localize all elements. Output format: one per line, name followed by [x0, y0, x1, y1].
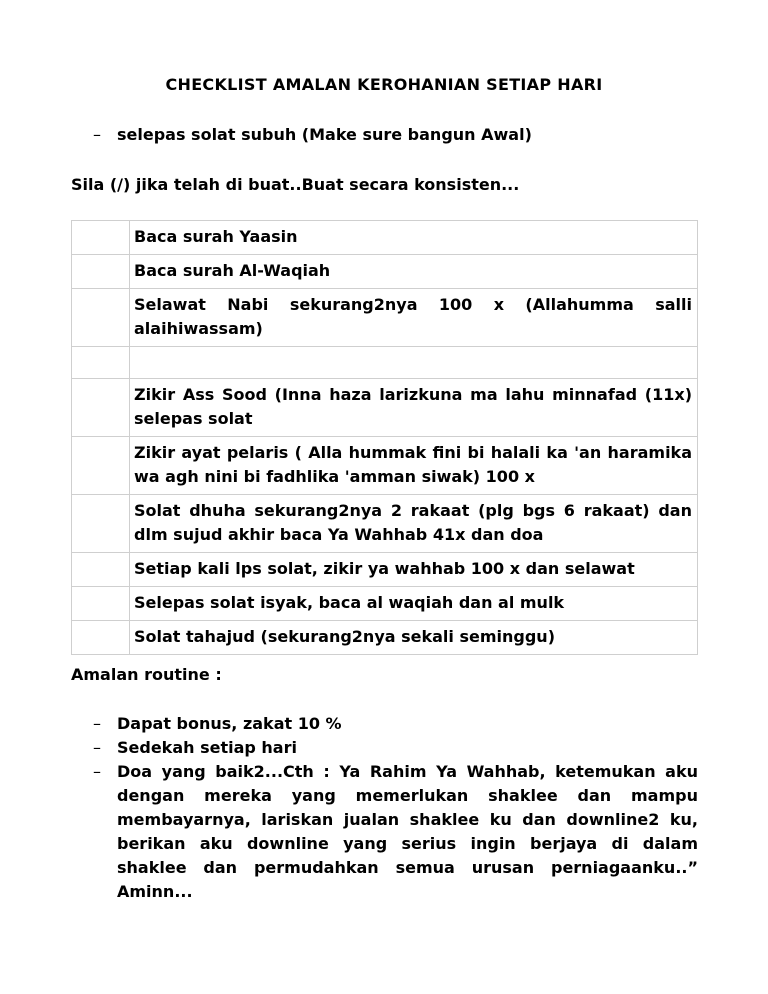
checklist-row: [72, 221, 698, 255]
instruction-text: Sila (/) jika telah di buat..Buat secara konsisten...: [71, 175, 520, 194]
checklist-row: [72, 437, 698, 495]
list-dash: –: [93, 738, 101, 757]
check-cell[interactable]: [72, 437, 130, 495]
task-cell: Zikir ayat pelaris ( Alla hummak fini bi halali ka 'an haramika wa agh nini bi fadhlika 'amman siwak) 100 x: [130, 437, 698, 495]
check-cell[interactable]: [72, 379, 130, 437]
task-cell: Selepas solat isyak, baca al waqiah dan al mulk: [130, 587, 698, 621]
list-item: [93, 736, 698, 760]
check-cell[interactable]: [72, 621, 130, 655]
list-item-text: Dapat bonus, zakat 10 %: [117, 714, 342, 733]
task-cell: Setiap kali lps solat, zikir ya wahhab 100 x dan selawat: [130, 553, 698, 587]
list-item: [93, 712, 698, 736]
subheading-text: selepas solat subuh (Make sure bangun Awal): [117, 125, 532, 144]
check-cell[interactable]: [72, 553, 130, 587]
checklist-row: [72, 621, 698, 655]
subheading-dash: –: [93, 125, 101, 144]
check-cell[interactable]: [72, 587, 130, 621]
checklist-row: [72, 255, 698, 289]
list-item-text: Doa yang baik2...Cth : Ya Rahim Ya Wahhab, ketemukan aku dengan mereka yang memerlukan shaklee dan mampu membayarnya, lariskan jualan shaklee ku dan downline2 ku, berikan aku downline yang serius ingin berjaya di dalam shaklee dan permudahkan semua urusan perniagaanku..” Aminn...: [117, 762, 698, 901]
task-cell: Solat dhuha sekurang2nya 2 rakaat (plg bgs 6 rakaat) dan dlm sujud akhir baca Ya Wahhab 41x dan doa: [130, 495, 698, 553]
checklist-row: [72, 495, 698, 553]
checklist-table: [71, 220, 698, 655]
routine-heading: Amalan routine :: [71, 665, 222, 684]
check-cell[interactable]: [72, 495, 130, 553]
check-cell[interactable]: [72, 221, 130, 255]
checklist-row-empty: [72, 347, 698, 379]
check-cell[interactable]: [72, 289, 130, 347]
subheading: [93, 125, 532, 144]
task-cell: Baca surah Al-Waqiah: [130, 255, 698, 289]
checklist-row: [72, 553, 698, 587]
check-cell[interactable]: [72, 347, 130, 379]
task-cell: Solat tahajud (sekurang2nya sekali seminggu): [130, 621, 698, 655]
checklist-row: [72, 289, 698, 347]
list-item-text: Sedekah setiap hari: [117, 738, 297, 757]
checklist-row: [72, 587, 698, 621]
routine-list: [93, 712, 698, 904]
list-dash: –: [93, 714, 101, 733]
page-title: CHECKLIST AMALAN KEROHANIAN SETIAP HARI: [165, 75, 603, 94]
task-cell: Baca surah Yaasin: [130, 221, 698, 255]
checklist-row: [72, 379, 698, 437]
task-cell: Selawat Nabi sekurang2nya 100 x (Allahumma salli alaihiwassam): [130, 289, 698, 347]
task-cell: [130, 347, 698, 379]
list-item: [93, 760, 698, 904]
list-dash: –: [93, 762, 101, 781]
task-cell: Zikir Ass Sood (Inna haza larizkuna ma lahu minnafad (11x) selepas solat: [130, 379, 698, 437]
check-cell[interactable]: [72, 255, 130, 289]
